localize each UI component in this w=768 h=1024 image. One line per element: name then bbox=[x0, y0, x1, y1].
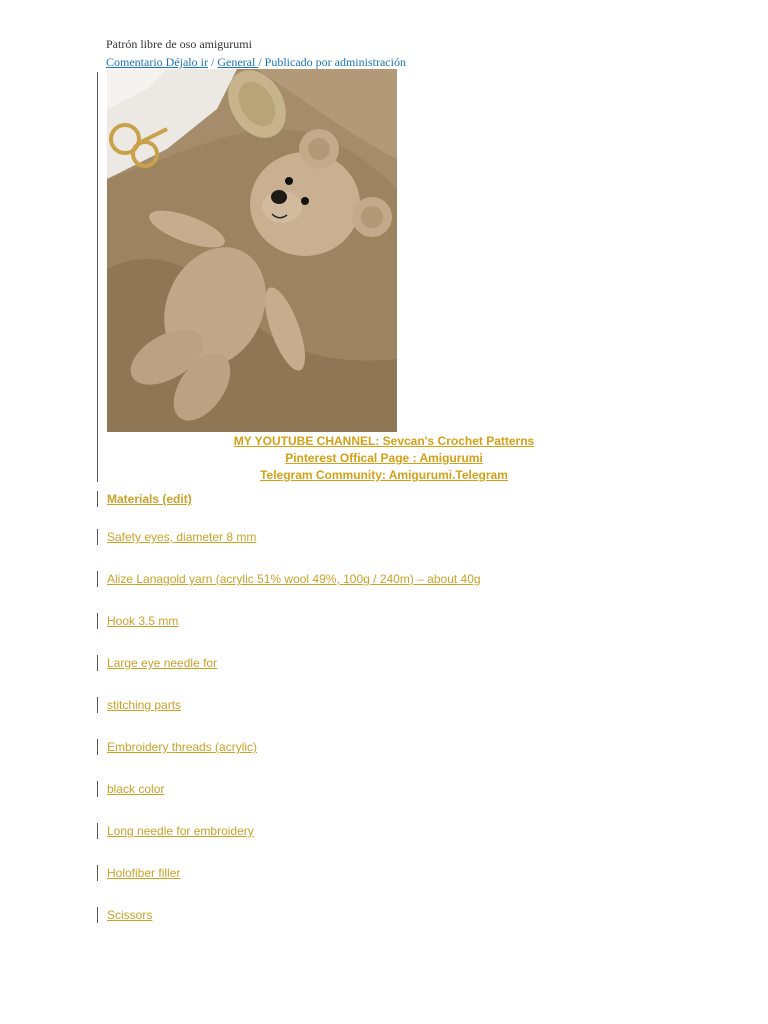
material-item[interactable]: black color bbox=[107, 782, 165, 796]
list-bar bbox=[97, 739, 98, 755]
meta-separator: / bbox=[207, 55, 218, 69]
list-bar bbox=[97, 907, 98, 923]
material-item[interactable]: Alize Lanagold yarn (acrylic 51% wool 49%, 100g / 240m) – about 40g bbox=[107, 572, 481, 586]
telegram-link[interactable]: Telegram Community: Amigurumi.Telegram bbox=[260, 468, 508, 482]
material-item[interactable]: stitching parts bbox=[107, 698, 182, 712]
material-item[interactable]: Scissors bbox=[107, 908, 153, 922]
bear-photo bbox=[107, 69, 397, 432]
youtube-link[interactable]: MY YOUTUBE CHANNEL: Sevcan's Crochet Patterns bbox=[233, 434, 535, 448]
list-bar bbox=[97, 697, 98, 713]
material-item[interactable]: Safety eyes, diameter 8 mm bbox=[107, 530, 257, 544]
social-links bbox=[107, 433, 661, 484]
meta-separator: / bbox=[258, 55, 265, 69]
post-title: Patrón libre de oso amigurumi bbox=[106, 37, 252, 51]
author-text: Publicado por administración bbox=[264, 55, 406, 69]
material-item[interactable]: Holofiber filler bbox=[107, 866, 181, 880]
comment-link[interactable]: Comentario Déjalo ir bbox=[106, 55, 208, 69]
material-item[interactable]: Long needle for embroidery bbox=[107, 824, 254, 838]
list-bar bbox=[97, 655, 98, 671]
material-item[interactable]: Hook 3.5 mm bbox=[107, 614, 179, 628]
list-bar bbox=[97, 491, 98, 507]
list-bar bbox=[97, 823, 98, 839]
category-link[interactable]: General bbox=[217, 55, 259, 69]
material-item[interactable]: Large eye needle for bbox=[107, 656, 218, 670]
list-bar bbox=[97, 865, 98, 881]
list-bar bbox=[97, 571, 98, 587]
material-item[interactable]: Embroidery threads (acrylic) bbox=[107, 740, 258, 754]
post-meta bbox=[106, 55, 406, 70]
list-bar bbox=[97, 529, 98, 545]
pinterest-link[interactable]: Pinterest Offical Page : Amigurumi bbox=[285, 451, 483, 465]
blockquote-bar bbox=[97, 72, 98, 482]
materials-heading[interactable]: Materials (edit) bbox=[107, 492, 192, 506]
list-bar bbox=[97, 613, 98, 629]
bear-illustration bbox=[107, 69, 397, 432]
list-bar bbox=[97, 781, 98, 797]
